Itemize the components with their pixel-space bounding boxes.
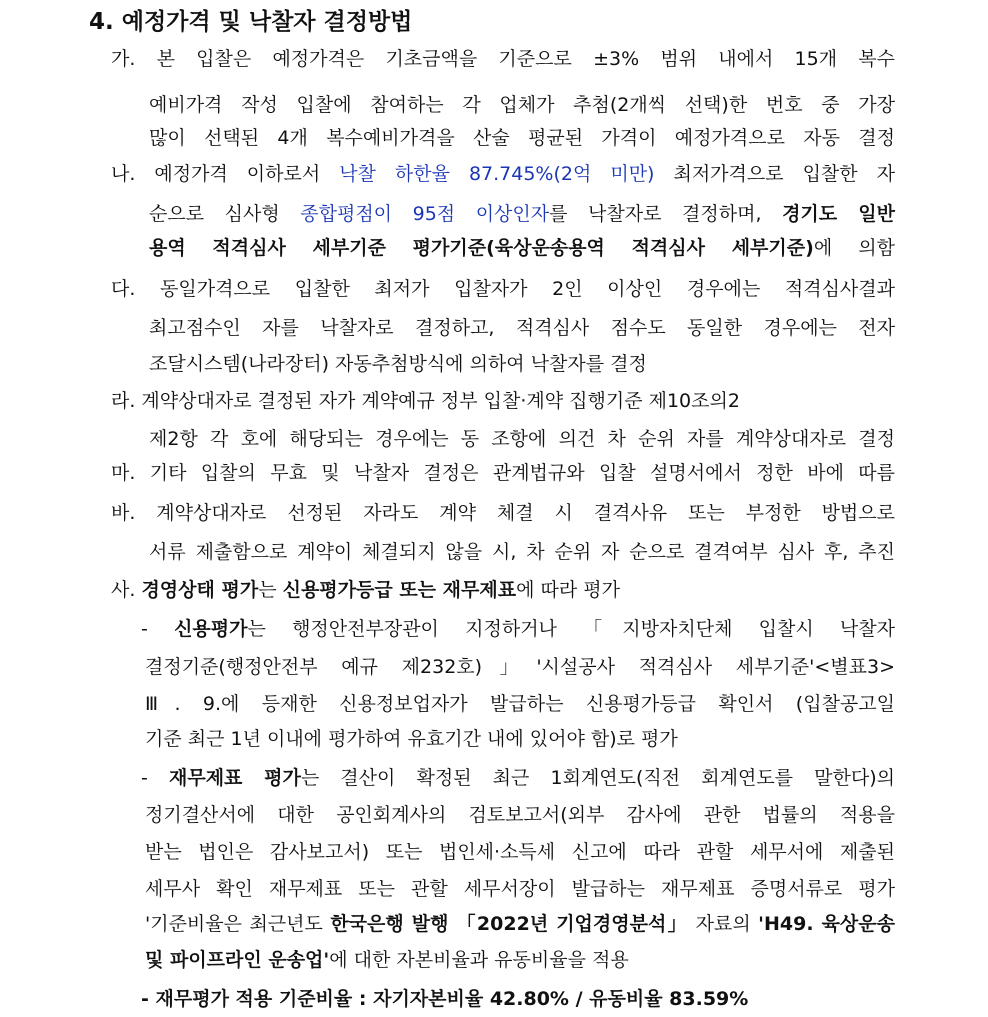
item-na-text: 나. 예정가격 이하로서 — [111, 163, 340, 185]
financial-statement-line-4: 세무사 확인 재무제표 또는 관할 세무서장이 발급하는 재무제표 증명서류로 평가 — [145, 878, 895, 900]
financial-statement-line-1 — [141, 761, 895, 795]
credit-or-financial-bold: 신용평가등급 또는 재무제표 — [282, 579, 517, 601]
financial-statement-text: 는 결산이 확정된 최근 1회계연도(직전 회계연도를 말한다)의 — [300, 767, 895, 789]
item-sa-text: 는 — [258, 579, 283, 601]
item-da-line-3: 조달시스템(나라장터) 자동추첨방식에 의하여 낙찰자를 결정 — [149, 353, 647, 375]
item-sa-text: 에 따라 평가 — [516, 579, 620, 601]
bullet-dash: - — [141, 767, 169, 789]
lower-limit-rate-highlight: 낙찰 하한율 87.745%(2억 미만) — [339, 163, 655, 185]
management-evaluation-bold: 경영상태 평가 — [141, 579, 259, 601]
criteria-bold: 용역 적격심사 세부기준 평가기준(육상운송용역 적격심사 세부기준) — [149, 237, 814, 259]
item-ga-line-3: 많이 선택된 4개 복수예비가격을 산술 평균된 가격이 예정가격으로 자동 결정 — [149, 127, 895, 149]
financial-evaluation-bold: 재무제표 평가 — [168, 767, 301, 789]
score-threshold-highlight: 종합평점이 95점 이상인자 — [300, 203, 550, 225]
item-na-line-1 — [111, 157, 895, 191]
item-na-text: 최저가격으로 입찰한 자 — [654, 163, 895, 185]
financial-statement-line-3: 받는 법인은 감사보고서) 또는 법인세·소득세 신고에 따라 관할 세무서에 제출된 — [145, 841, 895, 863]
item-sa-line-1 — [111, 573, 895, 607]
item-ra-line-2: 제2항 각 호에 해당되는 경우에는 동 조항에 의건 차 순위 자를 계약상대자로 결정 — [149, 428, 895, 450]
financial-statement-line-5 — [145, 907, 895, 941]
credit-rating-text: 는 행정안전부장관이 지정하거나 「지방자치단체 입찰시 낙찰자 — [247, 618, 895, 640]
credit-rating-line-2: 결정기준(행정안전부 예규 제232호)」'시설공사 적격심사 세부기준'<별표3> — [145, 656, 895, 678]
bullet-dash: - — [141, 618, 175, 640]
item-ma-line-1: 마. 기타 입찰의 무효 및 낙찰자 결정은 관계법규와 입찰 설명서에서 정한 바에 따름 — [111, 462, 895, 484]
item-na-text: 를 낙찰자로 결정하며, — [549, 203, 783, 225]
financial-statement-line-6 — [145, 943, 895, 977]
item-na-line-2 — [149, 197, 895, 231]
credit-rating-bold: 신용평가 — [174, 618, 248, 640]
credit-rating-line-3: Ⅲ. 9.에 등재한 신용정보업자가 발급하는 신용평가등급 확인서 (입찰공고일 — [145, 693, 895, 715]
credit-rating-line-1 — [141, 612, 895, 646]
financial-ratio-line: - 재무평가 적용 기준비율 : 자기자본비율 42.80% / 유동비율 83.59% — [141, 988, 749, 1010]
item-na-text: 에 의함 — [813, 237, 896, 259]
item-da-line-1: 다. 동일가격으로 입찰한 최저가 입찰자가 2인 이상인 경우에는 적격심사결과 — [111, 278, 895, 300]
financial-statement-text: 자료의 — [688, 913, 759, 935]
item-na-text: 순으로 심사형 — [149, 203, 301, 225]
item-ra-line-1: 라. 계약상대자로 결정된 자가 계약예규 정부 입찰·계약 집행기준 제10조의2 — [111, 390, 740, 412]
item-ba-line-1: 바. 계약상대자로 선정된 자라도 계약 체결 시 결격사유 또는 부정한 방법으로 — [111, 502, 895, 524]
industry-code-bold: 및 파이프라인 운송업' — [145, 949, 330, 971]
industry-code-bold: 'H49. 육상운송 — [758, 913, 895, 935]
financial-statement-text: 에 대한 자본비율과 유동비율을 적용 — [329, 949, 629, 971]
item-ga-line-1: 가. 본 입찰은 예정가격은 기초금액을 기준으로 ±3% 범위 내에서 15개 복수 — [111, 48, 895, 70]
item-ba-line-2: 서류 제출함으로 계약이 체결되지 않을 시, 차 순위 자 순으로 결격여부 심사 후, 추진 — [149, 541, 895, 563]
credit-rating-line-4: 기준 최근 1년 이내에 평가하여 유효기간 내에 있어야 함)로 평가 — [145, 728, 678, 750]
bank-publication-bold: 한국은행 발행 「2022년 기업경영분석」 — [330, 913, 689, 935]
section-heading: 4. 예정가격 및 낙찰자 결정방법 — [89, 9, 413, 35]
item-da-line-2: 최고점수인 자를 낙찰자로 결정하고, 적격심사 점수도 동일한 경우에는 전자 — [149, 317, 895, 339]
financial-statement-text: '기준비율은 최근년도 — [145, 913, 331, 935]
item-ga-line-2: 예비가격 작성 입찰에 참여하는 각 업체가 추첨(2개씩 선택)한 번호 중 가장 — [149, 94, 895, 116]
item-na-line-3 — [149, 231, 895, 265]
financial-statement-line-2: 정기결산서에 대한 공인회계사의 검토보고서(외부 감사에 관한 법률의 적용을 — [145, 804, 895, 826]
item-sa-text: 사. — [111, 579, 142, 601]
criteria-bold: 경기도 일반 — [782, 203, 895, 225]
